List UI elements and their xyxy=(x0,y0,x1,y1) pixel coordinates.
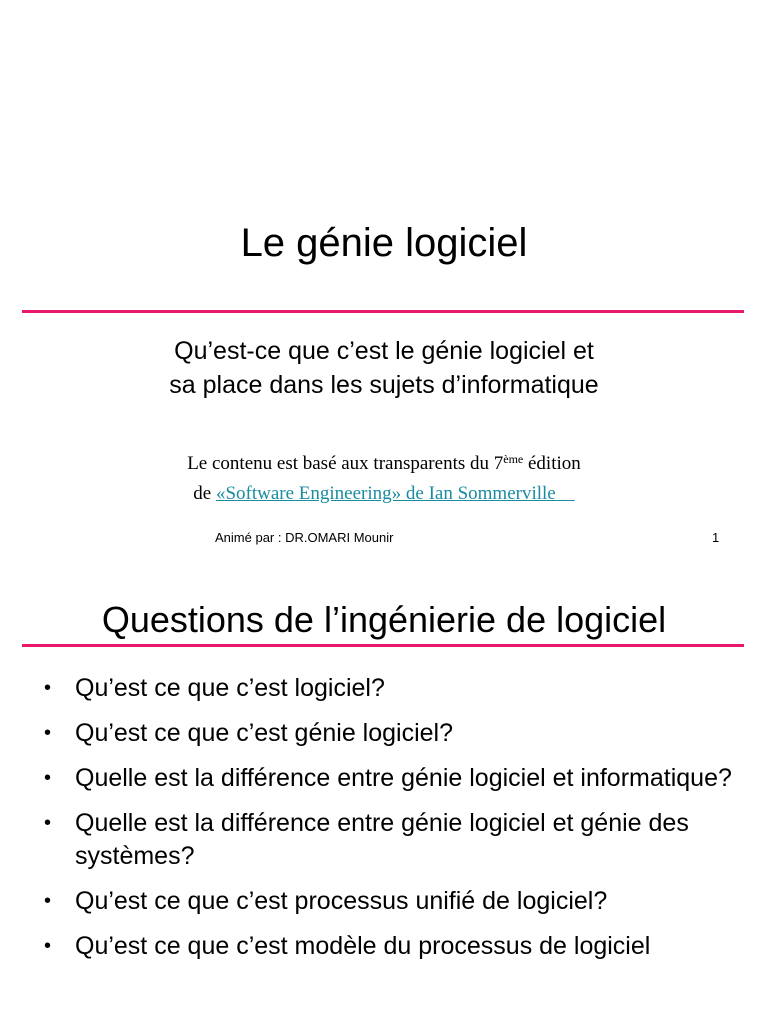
bullet-icon: • xyxy=(44,890,52,912)
bullet-icon: • xyxy=(44,767,52,789)
presenter-footer: Animé par : DR.OMARI Mounir xyxy=(215,530,394,545)
slide-title: Questions de l’ingénierie de logiciel xyxy=(101,599,667,640)
subtitle-line-1: Qu’est-ce que c’est le génie logiciel et xyxy=(174,337,594,365)
source-de: de xyxy=(193,483,216,504)
list-item-text: Qu’est ce que c’est logiciel? xyxy=(75,674,385,702)
title-divider xyxy=(22,310,744,313)
list-item-text: Qu’est ce que c’est modèle du processus de logiciel xyxy=(75,932,651,960)
slide-2 xyxy=(0,566,768,1024)
bullet-icon: • xyxy=(44,722,52,744)
source-suffix: édition xyxy=(523,453,581,474)
list-item xyxy=(44,930,744,963)
source-superscript: ème xyxy=(503,452,524,466)
bullet-icon: • xyxy=(44,812,52,834)
source-line-1 xyxy=(0,449,768,479)
list-item xyxy=(44,885,744,918)
bullet-icon: • xyxy=(44,677,52,699)
subtitle-line-2: sa place dans les sujets d’informatique xyxy=(169,371,599,399)
source-prefix: Le contenu est basé aux transparents du 7 xyxy=(187,453,504,474)
page-number: 1 xyxy=(712,530,720,545)
list-item-text: Quelle est la différence entre génie logiciel et informatique? xyxy=(75,764,732,792)
list-item xyxy=(44,807,744,873)
list-item xyxy=(44,672,744,705)
list-item-text: Qu’est ce que c’est processus unifié de logiciel? xyxy=(75,887,608,915)
source-line-2 xyxy=(0,479,768,509)
list-item xyxy=(44,717,744,750)
list-item-text: Qu’est ce que c’est génie logiciel? xyxy=(75,719,454,747)
title-divider xyxy=(22,644,744,647)
question-list xyxy=(44,672,744,975)
source-link[interactable]: «Software Engineering» de Ian Sommerville xyxy=(215,483,575,504)
source-note xyxy=(0,449,768,509)
bullet-icon: • xyxy=(44,935,52,957)
slide-subtitle xyxy=(0,334,768,402)
list-item xyxy=(44,762,744,795)
list-item-text: Quelle est la différence entre génie logiciel et génie des systèmes? xyxy=(75,809,689,870)
slide-title: Le génie logiciel xyxy=(240,221,528,265)
